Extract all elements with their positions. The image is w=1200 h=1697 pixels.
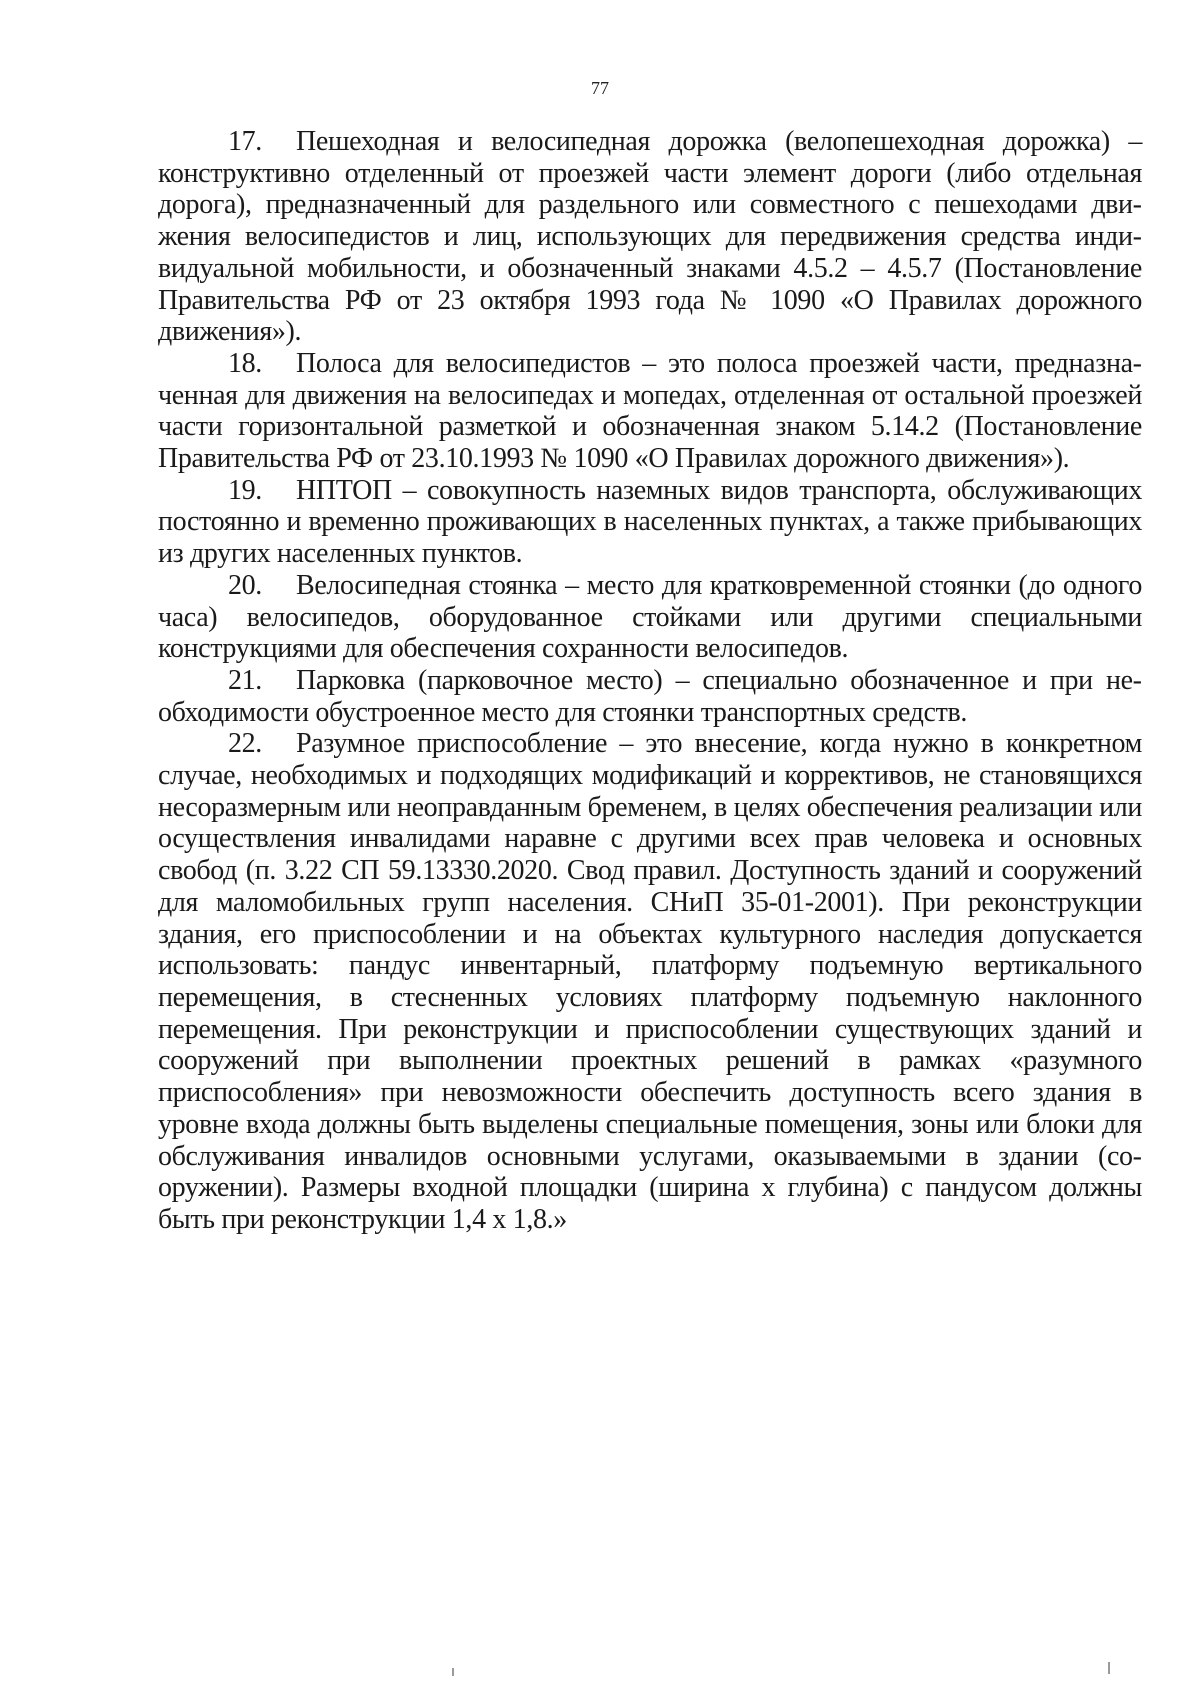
clause-number: 19. (228, 474, 262, 506)
clause-number: 21. (228, 664, 262, 696)
clause-text: Пешеходная и велосипедная дорожка (велопешеходная дорожка) – конструктивно отделенный от проезжей части элемент дороги (либо отдельная дорога), предназначенный для раздельного или совместного с пешеходами движения велосипедистов и лиц, использующих для передвижения средства индивидуальной мобильности, и обозначенный знаками 4.5.2 – 4.5.7 (Постановление Правительства РФ от 23 октября 1993 года № 1090 «О Правилах дорожного движения»). (158, 126, 1142, 348)
clause-text: Разумное приспособление – это внесение, когда нужно в конкретном случае, необходимых и подходящих модификаций и коррективов, не становящихся несоразмерным или неоправданным бременем, в целях обеспечения реализации или осуществления инвалидами наравне с другими всех прав человека и основных свобод (п. 3.22 СП 59.13330.2020. Свод правил. Доступность зданий и сооружений для маломобильных групп населения. СНиП 35-01-2001). При реконструкции здания, его приспособлении и на объектах культурного наследия допускается использовать: пандус инвентарный, платформу подъемную вертикального перемещения, в стесненных условиях платформу подъемную наклонного перемещения. При реконструкции и приспособлении существующих зданий и сооружений при выполнении проектных решений в рамках «разумного приспособления» при невозможности обеспечить доступность всего здания в уровне входа должны быть выделены специальные помещения, зоны или блоки для обслуживания инвалидов основными услугами, оказываемыми в здании (сооружении). Размеры входной площадки (ширина х глубина) с пандусом должны быть при реконструкции 1,4 х 1,8.» (158, 728, 1142, 1235)
clause-number: 20. (228, 569, 262, 601)
scan-speck (1108, 1662, 1110, 1674)
clause-17 (158, 126, 1142, 348)
clause-21 (158, 665, 1142, 728)
clause-number: 17. (228, 126, 262, 157)
clause-22 (158, 728, 1142, 1235)
clause-number: 22. (228, 728, 262, 760)
clause-19 (158, 475, 1142, 570)
clause-text: НПТОП – совокупность наземных видов транспорта, обслуживающих постоянно и временно проживающих в населенных пунктах, а также прибывающих из других населенных пунктов. (158, 474, 1142, 570)
clause-18 (158, 348, 1142, 475)
document-body (158, 126, 1142, 1236)
clause-text: Полоса для велосипедистов – это полоса проезжей части, предназначенная для движения на велосипедах и мопедах, отделенная от остальной проезжей части горизонтальной разметкой и обозначенная знаком 5.14.2 (Постановление Правительства РФ от 23.10.1993 № 1090 «О Правилах дорожного движения»). (158, 347, 1142, 475)
clause-20 (158, 570, 1142, 665)
page-number: 77 (591, 78, 609, 98)
scan-speck (452, 1668, 454, 1676)
clause-text: Велосипедная стоянка – место для кратковременной стоянки (до одного часа) велосипедов, оборудованное стойками или другими специальными конструкциями для обеспечения сохранности велосипедов. (158, 569, 1142, 665)
clause-text: Парковка (парковочное место) – специально обозначенное и при необходимости обустроенное место для стоянки транспортных средств. (158, 664, 1142, 728)
clause-number: 18. (228, 347, 262, 379)
